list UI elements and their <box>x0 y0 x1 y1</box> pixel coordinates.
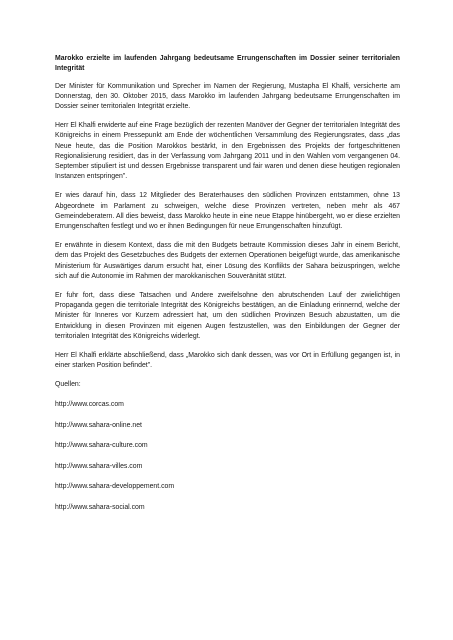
paragraph: Herr El Khalfi erklärte abschließend, dass „Marokko sich dank dessen, was vor Ort in Erfüllung gegangen ist, in einer starken Position befindet". <box>55 351 400 369</box>
source-link[interactable]: http://www.sahara-villes.com <box>55 462 143 470</box>
source-link[interactable]: http://www.corcas.com <box>55 401 124 409</box>
document-title: Marokko erzielte im laufenden Jahrgang bedeutsame Errungenschaften im Dossier seiner territorialen Integrität <box>55 55 400 73</box>
paragraph: Er wies darauf hin, dass 12 Mitglieder des Beraterhauses den südlichen Provinzen entstammen, ohne 13 Abgeordnete im Parlament zu schweigen, welche diese Provinzen vertreten, neben mehr als 467 Gemeindeberatern. All dies beweist, dass Marokko heute in eine neue Etappe hinübergeht, wo er diese erzielten Errungenschaften festlegt und wo er ihnen Bedingungen für neue Errungenschaften hinzufügt. <box>55 192 400 231</box>
source-link[interactable]: http://www.sahara-culture.com <box>55 442 148 450</box>
source-link[interactable]: http://www.sahara-online.net <box>55 421 142 429</box>
source-link[interactable]: http://www.sahara-social.com <box>55 503 145 511</box>
paragraph: Der Minister für Kommunikation und Sprecher im Namen der Regierung, Mustapha El Khalfi, versicherte am Donnerstag, den 30. Oktober 2015, dass Marokko im laufenden Jahrgang bedeutsame Errungenschaften im Dossier seiner territorialen Integrität erzielte. <box>55 82 400 111</box>
paragraph: Er fuhr fort, dass diese Tatsachen und Andere zweifelsohne den abrutschenden Lauf der zwielichtigen Propaganda gegen die territoriale Integrität des Königreichs bestätigen, an die Einladung erinnernd, welche der Minister für Inneres vor Kurzem adressiert hat, um den südlichen Provinzen Besuch abzustatten, um die Entwicklung in diesen Provinzen mit eigenen Augen festzustellen, was den Einbildungen der Gegner der territorialen Integrität des Königreichs widerlegt. <box>55 291 400 340</box>
sources-list <box>55 400 400 513</box>
paragraph: Er erwähnte in diesem Kontext, dass die mit den Budgets betraute Kommission dieses Jahr in einem Bericht, dem das Projekt des Gesetzbuches des Budgets der externen Operationen beigefügt wurde, das amerikanische Ministerium für Auswärtiges darum ersucht hat, einer Lösung des Konflikts der Sahara beizuspringen, welche sich auf die Autonomie im Rahmen der marokkanischen Souveränität stützt. <box>55 241 400 280</box>
paragraph: Herr El Khalfi erwiderte auf eine Frage bezüglich der rezenten Manöver der Gegner der territorialen Integrität des Königreichs in einem Pressepunkt am Ende der wöchentlichen Versammlung des Regierungsrates, dass „das Neue heute, das die Position Marokkos bestärkt, in den Ergebnissen des Projekts der fortgeschrittenen Regionalisierung residiert, das in der Verfassung vom Jahrgang 2011 und in den Wahlen vom vergangenen 04. September stipuliert ist und dessen Ergebnisse transparent und fair waren und denen diese heutigen regionalen Instanzen entspringen". <box>55 121 400 181</box>
sources-heading: Quellen: <box>55 380 81 388</box>
source-link[interactable]: http://www.sahara-developpement.com <box>55 483 175 491</box>
